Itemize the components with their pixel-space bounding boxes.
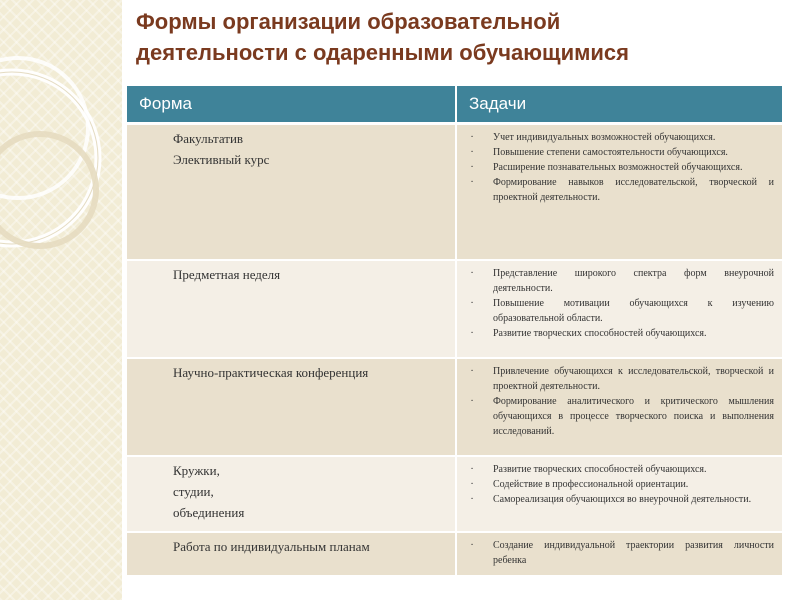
- title-line-1: Формы организации образовательной: [136, 9, 561, 34]
- table-row: [127, 124, 782, 260]
- task-text: Создание индивидуальной траектории развития личности ребенка: [493, 539, 774, 566]
- form-name: Работа по индивидуальным планам: [173, 538, 370, 554]
- table-row: [127, 456, 782, 532]
- form-name: Факультатив: [173, 131, 244, 146]
- task-item: [467, 296, 774, 326]
- task-item: [467, 462, 774, 477]
- task-item: [467, 130, 774, 145]
- task-text: Привлечение обучающихся к исследовательской, творческой и проектной деятельности.: [493, 365, 774, 392]
- title-line-2: деятельности с одаренными обучающимися: [136, 40, 630, 65]
- bullet-icon: ·: [470, 365, 474, 377]
- form-name: объединения: [173, 504, 245, 520]
- bullet-icon: ·: [470, 297, 474, 309]
- task-item: [467, 538, 774, 568]
- task-text: Представление широкого спектра форм внеурочной деятельности.: [493, 267, 774, 294]
- bullet-icon: ·: [470, 539, 474, 551]
- task-text: Формирование аналитического и критического мышления обучающихся в процессе творческого поиска и выполнения исследований.: [493, 395, 774, 437]
- table-row: [127, 358, 782, 456]
- task-item: [467, 175, 774, 205]
- task-text: Содействие в профессиональной ориентации.: [493, 478, 689, 490]
- task-item: [467, 477, 774, 492]
- bullet-icon: ·: [470, 493, 474, 505]
- bullet-icon: ·: [470, 327, 474, 339]
- tasks-cell: [456, 456, 782, 532]
- table-row: [127, 260, 782, 358]
- form-cell: [127, 260, 456, 358]
- form-cell: [127, 532, 456, 576]
- form-cell: [127, 456, 456, 532]
- task-text: Развитие творческих способностей обучающихся.: [493, 327, 707, 339]
- bullet-icon: ·: [470, 463, 474, 475]
- form-name: Кружки,: [173, 462, 220, 478]
- form-name: Элективный курс: [173, 152, 270, 167]
- task-list: [467, 364, 774, 439]
- task-text: Повышение мотивации обучающихся к изучению образовательной области.: [493, 297, 774, 324]
- form-cell: [127, 124, 456, 260]
- bullet-icon: ·: [470, 395, 474, 407]
- bullet-icon: ·: [470, 177, 474, 188]
- tasks-cell: [456, 124, 782, 260]
- header-tasks: Задачи: [456, 86, 782, 124]
- bullet-icon: ·: [470, 132, 474, 143]
- task-text: Самореализация обучающихся во внеурочной деятельности.: [493, 493, 752, 505]
- form-name: Предметная неделя: [173, 266, 281, 282]
- task-item: [467, 266, 774, 296]
- form-name: Научно-практическая конференция: [173, 364, 369, 380]
- bullet-icon: ·: [470, 267, 474, 279]
- task-item: [467, 394, 774, 439]
- tasks-cell: [456, 358, 782, 456]
- task-item: [467, 326, 774, 341]
- form-name: студии,: [173, 483, 214, 499]
- bullet-icon: ·: [470, 478, 474, 490]
- task-text: Учет индивидуальных возможностей обучающихся.: [493, 132, 716, 143]
- table-row: [127, 532, 782, 576]
- task-text: Развитие творческих способностей обучающихся.: [493, 463, 707, 475]
- task-item: [467, 364, 774, 394]
- task-text: Расширение познавательных возможностей обучающихся.: [493, 162, 743, 173]
- tasks-cell: [456, 532, 782, 576]
- task-item: [467, 145, 774, 160]
- task-item: [467, 160, 774, 175]
- forms-table: [127, 86, 782, 577]
- bullet-icon: ·: [470, 147, 474, 158]
- table-header-row: [127, 86, 782, 124]
- tasks-cell: [456, 260, 782, 358]
- task-text: Формирование навыков исследовательской, творческой и проектной деятельности.: [493, 177, 774, 203]
- task-text: Повышение степени самостоятельности обучающихся.: [493, 147, 728, 158]
- task-item: [467, 492, 774, 507]
- bullet-icon: ·: [470, 162, 474, 173]
- task-list: [467, 130, 774, 205]
- decorative-circles: [0, 0, 122, 260]
- header-form: Форма: [127, 86, 456, 124]
- form-cell: [127, 358, 456, 456]
- task-list: [467, 266, 774, 341]
- task-list: [467, 462, 774, 507]
- page-title: [136, 6, 776, 68]
- task-list: [467, 538, 774, 568]
